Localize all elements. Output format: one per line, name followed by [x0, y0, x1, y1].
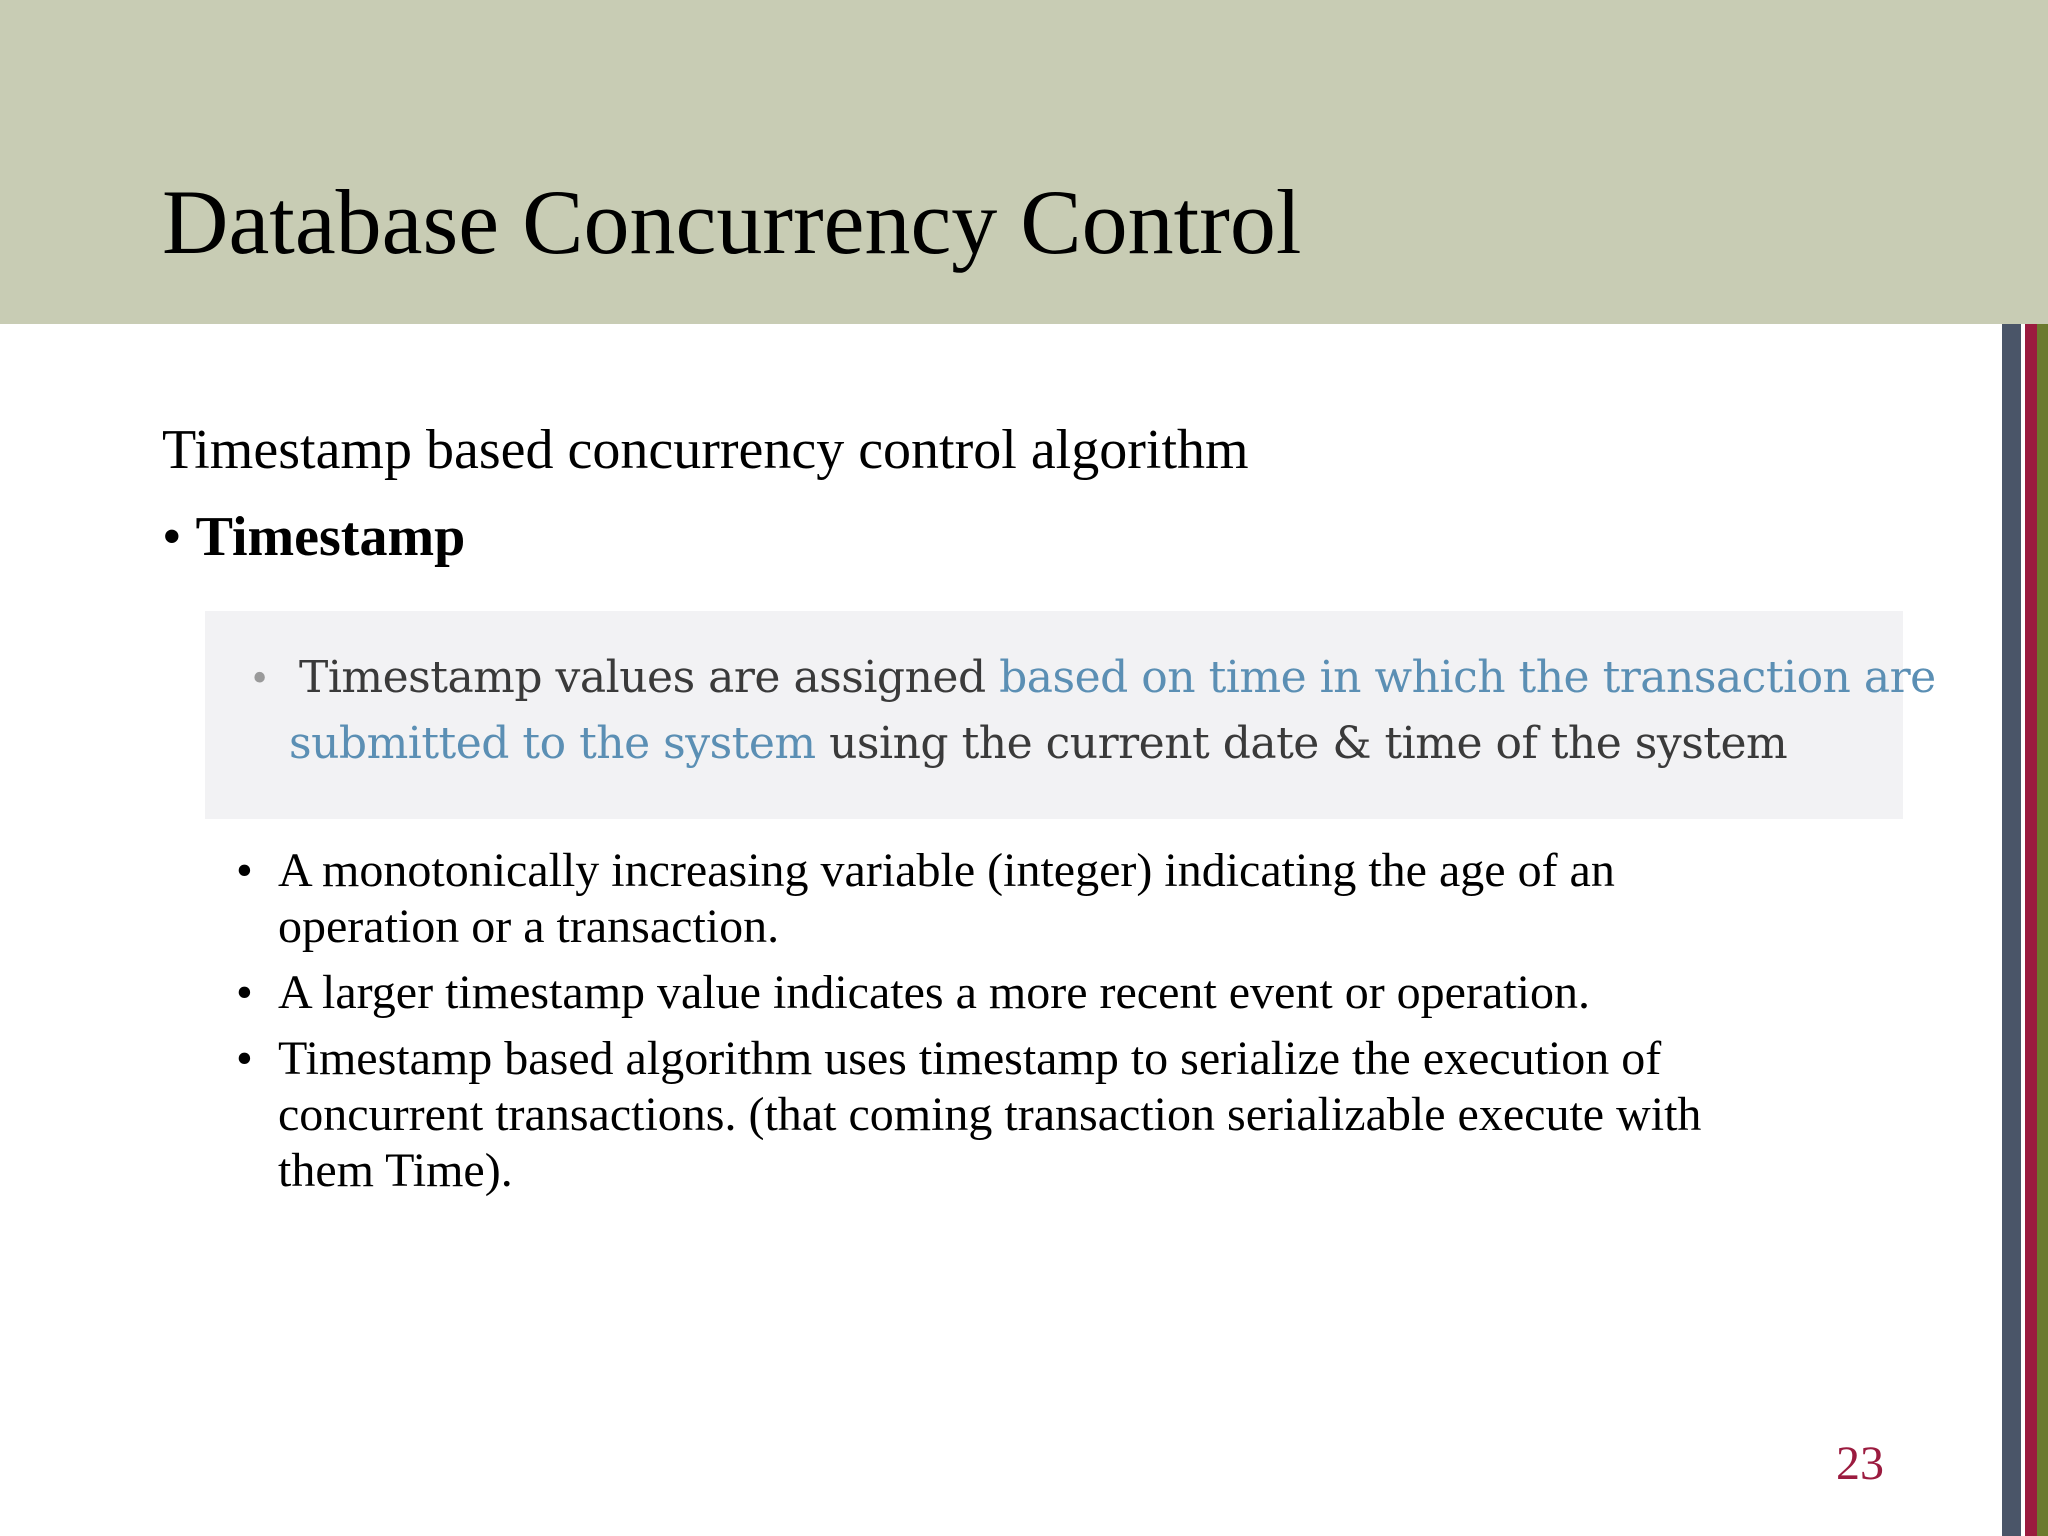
sub-bullet-text: A larger timestamp value indicates a more recent event or operation.	[278, 966, 1590, 1019]
sub-bullet-text: Timestamp based algorithm uses timestamp to serialize the execution of concurrent transactions. (that coming transaction serializable execute with them Time).	[278, 1032, 1702, 1197]
sub-bullet-item	[236, 1031, 1796, 1199]
page-number: 23	[1836, 1437, 1884, 1490]
quote-line-1-highlight: based on time in which the transaction are	[999, 652, 1936, 703]
title-band	[0, 0, 2048, 324]
quote-line-2-plain: using the current date & time of the system	[815, 718, 1788, 769]
quote-line-1	[299, 645, 1936, 711]
sub-bullet-dot: •	[236, 844, 253, 897]
sub-bullet-list	[236, 843, 1796, 1209]
quote-line-1-plain: Timestamp values are assigned	[299, 652, 1000, 703]
quote-bullet-dot: •	[249, 659, 270, 700]
main-bullet-label: Timestamp	[195, 506, 466, 568]
sub-bullet-dot: •	[236, 966, 253, 1019]
quote-line-2	[289, 711, 1873, 777]
stripe-olive	[2037, 324, 2048, 1536]
sub-bullet-dot: •	[236, 1032, 253, 1085]
side-stripes	[2002, 324, 2048, 1536]
main-bullet	[162, 505, 465, 569]
sub-bullet-item	[236, 843, 1796, 955]
stripe-crimson	[2025, 324, 2037, 1536]
sub-bullet-item	[236, 965, 1796, 1021]
stripe-slate	[2002, 324, 2021, 1536]
slide-title: Database Concurrency Control	[162, 171, 1302, 273]
bullet-dot: •	[162, 506, 182, 568]
quote-box	[205, 611, 1936, 819]
slide-subtitle: Timestamp based concurrency control algorithm	[162, 419, 1249, 481]
quote-line-2-highlight: submitted to the system	[289, 718, 816, 769]
sub-bullet-text: A monotonically increasing variable (integer) indicating the age of an operation or a transaction.	[278, 844, 1615, 953]
